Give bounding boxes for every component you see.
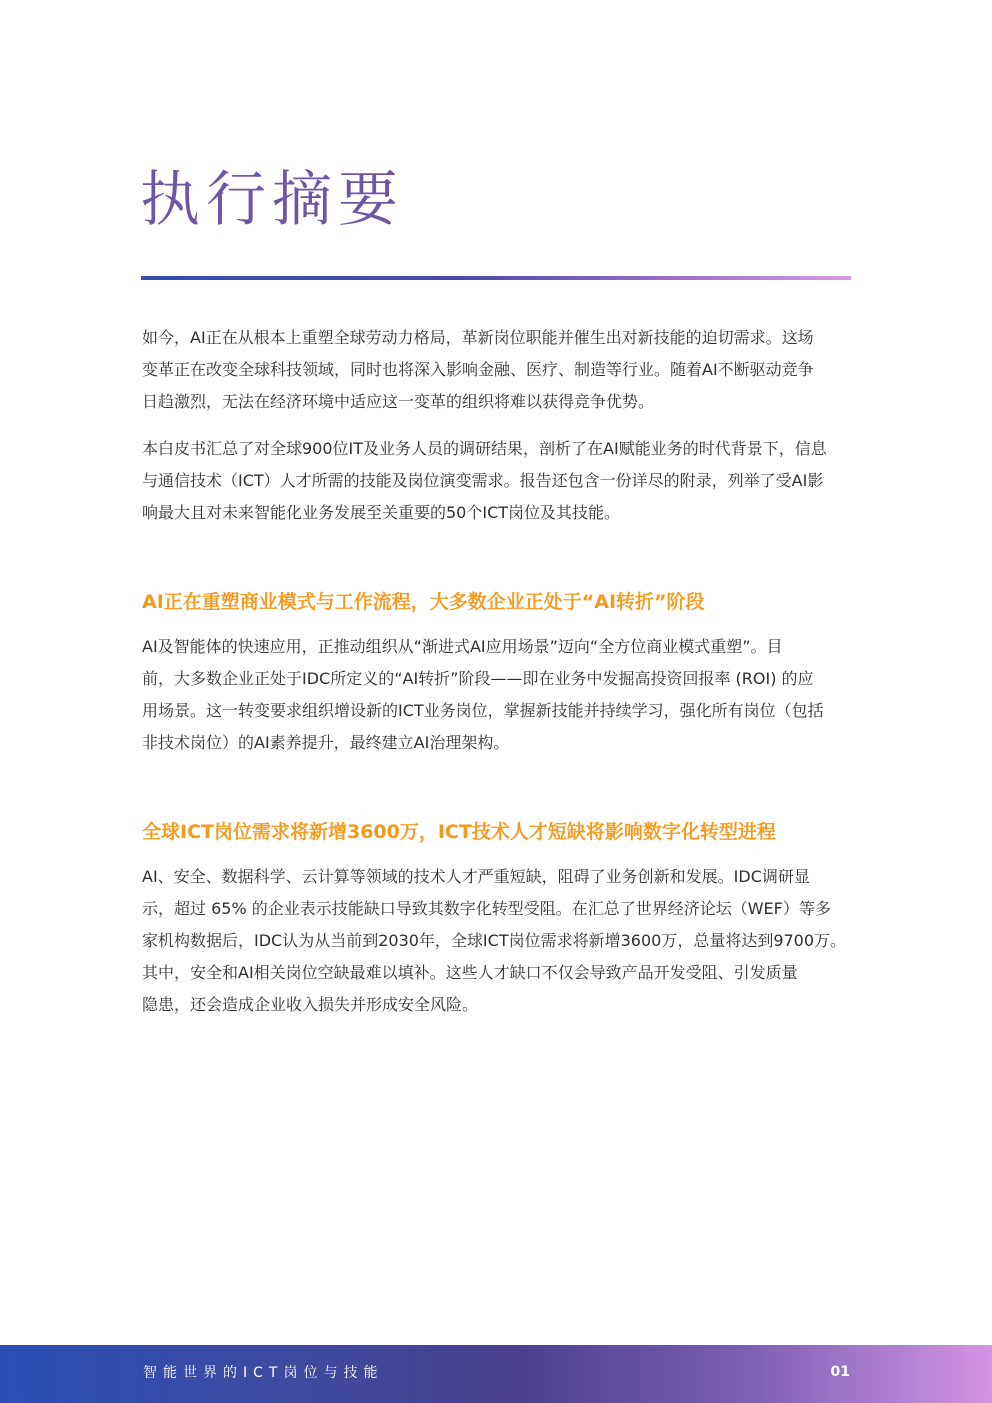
page-number: 01 — [830, 1364, 850, 1380]
title-divider — [141, 276, 851, 280]
page-footer — [0, 1345, 992, 1403]
section-paragraph-ai-transformation: AI及智能体的快速应用，正推动组织从“渐进式AI应用场景”迈向“全方位商业模式重塑”。目 前，大多数企业正处于IDC所定义的“AI转折”阶段——即在业务中发掘高投资回报率 (ROI) 的应 用场景。这一转变要求组织增设新的ICT业务岗位，掌握新技能并持续学习，强化所有岗位（包括 非技术岗位）的AI素养提升，最终建立AI治理架构。 — [142, 637, 824, 752]
page-title: 执行摘要 — [140, 165, 404, 235]
section-paragraph-ict-demand: AI、安全、数据科学、云计算等领域的技术人才严重短缺，阻碍了业务创新和发展。IDC调研显 示，超过 65% 的企业表示技能缺口导致其数字化转型受阻。在汇总了世界经济论坛（WEF）等多 家机构数据后，IDC认为从当前到2030年，全球ICT岗位需求将新增3600万，总量将达到9700万。 其中，安全和AI相关岗位空缺最难以填补。这些人才缺口不仅会导致产品开发受阻、引发质量 隐患，还会造成企业收入损失并形成安全风险。 — [142, 867, 847, 1014]
section-heading-ict-demand: 全球ICT岗位需求将新增3600万，ICT技术人才短缺将影响数字化转型进程 — [142, 821, 776, 843]
main-content — [142, 322, 854, 1021]
footer-document-title: 智能世界的ICT岗位与技能 — [143, 1365, 384, 1381]
intro-paragraph-2: 本白皮书汇总了对全球900位IT及业务人员的调研结果，剖析了在AI赋能业务的时代背景下，信息 与通信技术（ICT）人才所需的技能及岗位演变需求。报告还包含一份详尽的附录，列举了受AI影 响最大且对未来智能化业务发展至关重要的50个ICT岗位及其技能。 — [142, 439, 827, 522]
section-heading-ai-transformation: AI正在重塑商业模式与工作流程，大多数企业正处于“AI转折”阶段 — [142, 591, 705, 613]
intro-paragraph-1: 如今，AI正在从根本上重塑全球劳动力格局，革新岗位职能并催生出对新技能的迫切需求。这场 变革正在改变全球科技领域，同时也将深入影响金融、医疗、制造等行业。随着AI不断驱动竞争 日趋激烈，无法在经济环境中适应这一变革的组织将难以获得竞争优势。 — [142, 328, 814, 411]
